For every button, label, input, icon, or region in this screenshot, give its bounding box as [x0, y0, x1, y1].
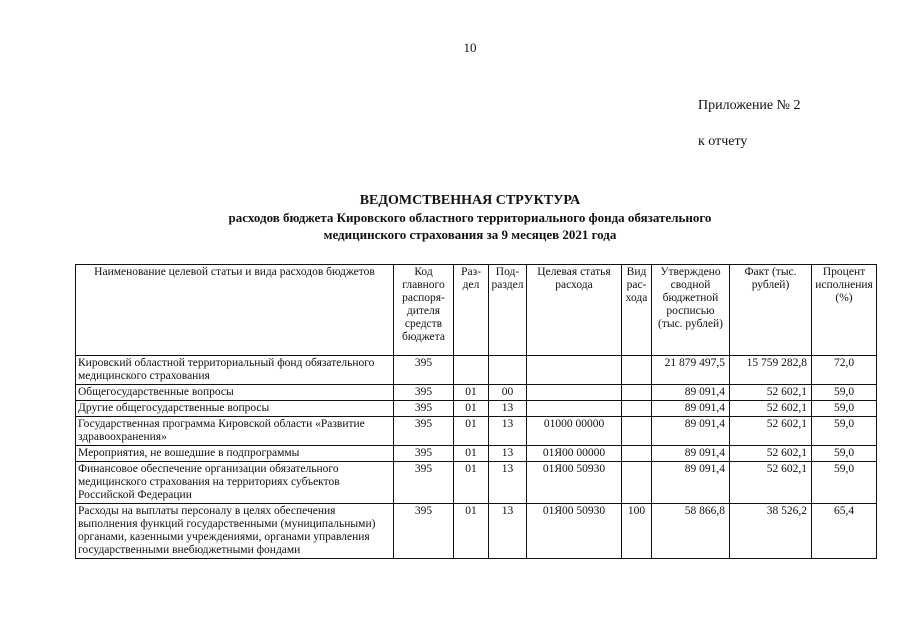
header-name: Наименование целевой статьи и вида расходов бюджетов [76, 265, 394, 356]
header-target-article: Целевая статья расхода [527, 265, 622, 356]
header-approved: Утверждено сводной бюджетной росписью (тыс. рублей) [652, 265, 730, 356]
cell-fact: 15 759 282,8 [730, 356, 812, 385]
cell-fact: 38 526,2 [730, 504, 812, 559]
cell-percent: 65,4 [812, 504, 877, 559]
cell-section: 01 [454, 504, 489, 559]
cell-fact: 52 602,1 [730, 401, 812, 417]
header-subsection: Под- раздел [489, 265, 527, 356]
cell-type: 100 [622, 504, 652, 559]
table-row [76, 446, 877, 462]
header-fact: Факт (тыс. рублей) [730, 265, 812, 356]
appendix-reference: к отчету [698, 134, 748, 149]
table-row [76, 356, 877, 385]
cell-name: Другие общегосударственные вопросы [76, 401, 394, 417]
table-header-row [76, 265, 877, 356]
cell-type [622, 446, 652, 462]
cell-approved: 21 879 497,5 [652, 356, 730, 385]
cell-approved: 89 091,4 [652, 417, 730, 446]
document-title [150, 192, 790, 243]
title-main: ВЕДОМСТВЕННАЯ СТРУКТУРА [359, 193, 581, 208]
cell-name: Государственная программа Кировской области «Развитие здравоохранения» [76, 417, 394, 446]
cell-percent: 59,0 [812, 385, 877, 401]
table-row [76, 385, 877, 401]
cell-section [454, 356, 489, 385]
appendix-label: Приложение № 2 [698, 98, 801, 113]
cell-code: 395 [394, 417, 454, 446]
header-section: Раз- дел [454, 265, 489, 356]
cell-fact: 52 602,1 [730, 385, 812, 401]
cell-target [527, 385, 622, 401]
cell-target: 01000 00000 [527, 417, 622, 446]
cell-percent: 59,0 [812, 462, 877, 504]
cell-code: 395 [394, 462, 454, 504]
title-subtitle-line-2: медицинского страхования за 9 месяцев 2021 года [323, 227, 617, 242]
cell-target [527, 401, 622, 417]
cell-type [622, 417, 652, 446]
cell-code: 395 [394, 385, 454, 401]
cell-percent: 59,0 [812, 401, 877, 417]
cell-type [622, 401, 652, 417]
header-percent: Процент исполнения (%) [812, 265, 877, 356]
cell-subsection: 13 [489, 446, 527, 462]
cell-code: 395 [394, 356, 454, 385]
cell-subsection [489, 356, 527, 385]
cell-section: 01 [454, 417, 489, 446]
cell-percent: 59,0 [812, 417, 877, 446]
table-row [76, 417, 877, 446]
cell-code: 395 [394, 504, 454, 559]
cell-target: 01Я00 00000 [527, 446, 622, 462]
cell-subsection: 13 [489, 504, 527, 559]
cell-subsection: 13 [489, 401, 527, 417]
table-row [76, 401, 877, 417]
cell-name: Финансовое обеспечение организации обязательного медицинского страхования на территориях субъектов Российской Федерации [76, 462, 394, 504]
header-expense-type: Вид рас- хода [622, 265, 652, 356]
cell-percent: 72,0 [812, 356, 877, 385]
cell-section: 01 [454, 401, 489, 417]
cell-approved: 58 866,8 [652, 504, 730, 559]
cell-approved: 89 091,4 [652, 385, 730, 401]
cell-percent: 59,0 [812, 446, 877, 462]
page-number: 10 [463, 40, 477, 55]
title-subtitle-line-1: расходов бюджета Кировского областного территориального фонда обязательного [228, 210, 712, 225]
cell-type [622, 356, 652, 385]
cell-target: 01Я00 50930 [527, 462, 622, 504]
cell-code: 395 [394, 401, 454, 417]
cell-approved: 89 091,4 [652, 401, 730, 417]
cell-name: Общегосударственные вопросы [76, 385, 394, 401]
cell-target: 01Я00 50930 [527, 504, 622, 559]
budget-table [75, 264, 877, 559]
header-code: Код главного распоря- дителя средств бюджета [394, 265, 454, 356]
cell-subsection: 00 [489, 385, 527, 401]
cell-target [527, 356, 622, 385]
cell-approved: 89 091,4 [652, 462, 730, 504]
cell-fact: 52 602,1 [730, 446, 812, 462]
cell-code: 395 [394, 446, 454, 462]
cell-section: 01 [454, 462, 489, 504]
cell-fact: 52 602,1 [730, 462, 812, 504]
cell-name: Мероприятия, не вошедшие в подпрограммы [76, 446, 394, 462]
table-row [76, 504, 877, 559]
cell-subsection: 13 [489, 462, 527, 504]
cell-section: 01 [454, 385, 489, 401]
cell-type [622, 385, 652, 401]
cell-type [622, 462, 652, 504]
cell-section: 01 [454, 446, 489, 462]
cell-approved: 89 091,4 [652, 446, 730, 462]
cell-fact: 52 602,1 [730, 417, 812, 446]
table-row [76, 462, 877, 504]
cell-name: Расходы на выплаты персоналу в целях обеспечения выполнения функций государственными (муниципальными) органами, казенными учреждениями, органами управления государственными внебюджетными фондами [76, 504, 394, 559]
cell-subsection: 13 [489, 417, 527, 446]
cell-name: Кировский областной территориальный фонд обязательного медицинского страхования [76, 356, 394, 385]
